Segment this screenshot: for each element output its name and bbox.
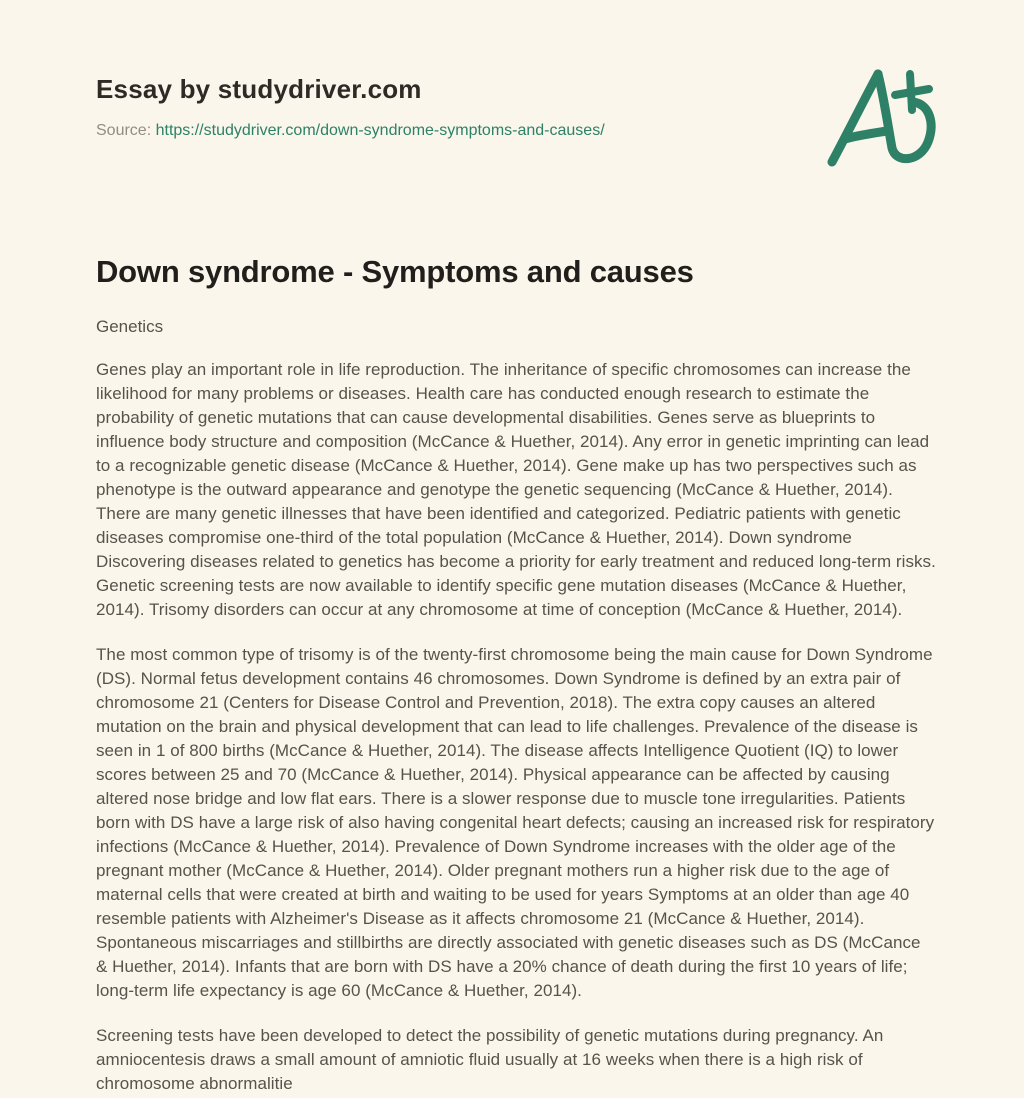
studydriver-a-plus-logo (816, 58, 940, 174)
document-title: Essay by studydriver.com (96, 74, 422, 104)
document-header (96, 0, 936, 140)
article-category: Genetics (96, 317, 164, 336)
source-label: Source: (96, 122, 152, 139)
paragraph: Genes play an important role in life reproduction. The inheritance of specific chromosomes can increase the likelihood for many problems or diseases. Health care has conducted enough research to estimate the probability of genetic mutations that can cause developmental disabilities. Genes serve as blueprints to influence body structure and composition (McCance & Huether, 2014). Any error in genetic imprinting can lead to a recognizable genetic disease (McCance & Huether, 2014). Gene make up has two perspectives such as phenotype is the outward appearance and genotype the genetic sequencing (McCance & Huether, 2014). There are many genetic illnesses that have been identified and categorized. Pediatric patients with genetic diseases compromise one-third of the total population (McCance & Huether, 2014). Down syndrome Discovering diseases related to genetics has become a priority for early treatment and reduced long-term risks. Genetic screening tests are now available to identify specific gene mutation diseases (McCance & Huether, 2014). Trisomy disorders can occur at any chromosome at time of conception (McCance & Huether, 2014). (96, 360, 936, 619)
source-url-link[interactable]: https://studydriver.com/down-syndrome-symptoms-and-causes/ (155, 122, 605, 139)
paragraph: Screening tests have been developed to detect the possibility of genetic mutations during pregnancy. An amniocentesis draws a small amount of amniotic fluid usually at 16 weeks when there is a high risk of chromosome abnormalitie (96, 1026, 884, 1093)
source-line (96, 122, 936, 140)
article-body (96, 358, 936, 1096)
paragraph: The most common type of trisomy is of the twenty-first chromosome being the main cause for Down Syndrome (DS). Normal fetus development contains 46 chromosomes. Down Syndrome is defined by an extra pair of chromosome 21 (Centers for Disease Control and Prevention, 2018). The extra copy causes an altered mutation on the brain and physical development that can lead to life challenges. Prevalence of the disease is seen in 1 of 800 births (McCance & Huether, 2014). The disease affects Intelligence Quotient (IQ) to lower scores between 25 and 70 (McCance & Huether, 2014). Physical appearance can be affected by causing altered nose bridge and low flat ears. There is a slower response due to muscle tone irregularities. Patients born with DS have a large risk of also having congenital heart defects; causing an increased risk for respiratory infections (McCance & Huether, 2014). Prevalence of Down Syndrome increases with the older age of the pregnant mother (McCance & Huether, 2014). Older pregnant mothers run a higher risk due to the age of maternal cells that were created at birth and waiting to be used for years Symptoms at an older than age 40 resemble patients with Alzheimer's Disease as it affects chromosome 21 (McCance & Huether, 2014). Spontaneous miscarriages and stillbirths are directly associated with genetic diseases such as DS (McCance & Huether, 2014). Infants that are born with DS have a 20% chance of death during the first 10 years of life; long-term life expectancy is age 60 (McCance & Huether, 2014). (96, 645, 935, 1000)
article-title: Down syndrome - Symptoms and causes (96, 254, 694, 289)
